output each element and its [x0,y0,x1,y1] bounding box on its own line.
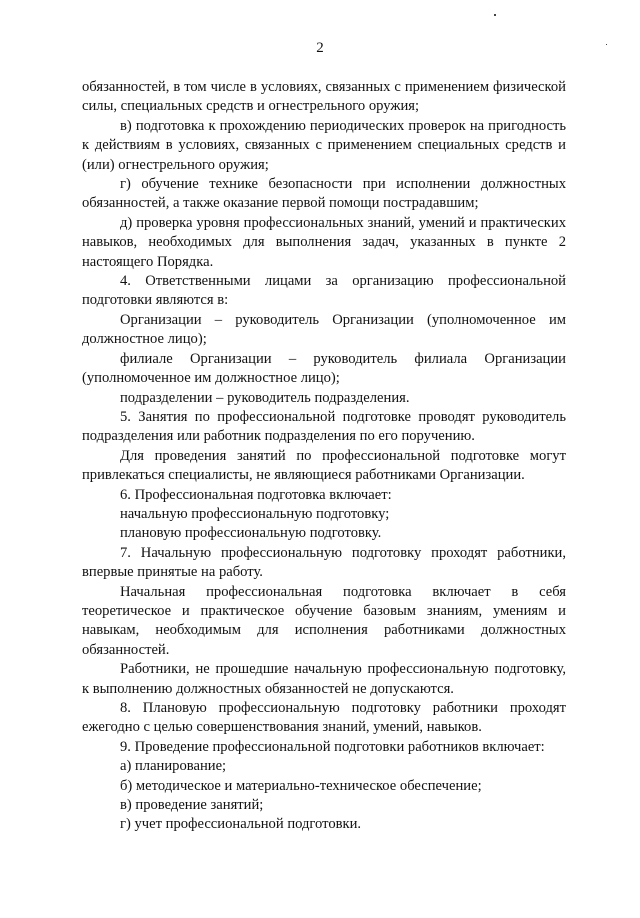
paragraph: д) проверка уровня профессиональных знаний, умений и практических навыков, необходимых для выполнения задач, указанных в пункте 2 настоящего Порядка. [82,214,566,270]
paragraph: Для проведения занятий по профессиональной подготовке могут привлекаться специалисты, не являющиеся работниками Организации. [82,447,566,484]
paragraph: начальную профессиональную подготовку; [120,505,390,522]
paragraph: Работники, не прошедшие начальную профессиональную подготовку, к выполнению должностных обязанностей не допускаются. [82,661,566,697]
paragraph: 9. Проведение профессиональной подготовки работников включает: [120,738,545,755]
paragraph: 7. Начальную профессиональную подготовку проходят работники, впервые принятые на работу. [82,544,566,581]
paragraph: в) проведение занятий; [120,797,264,814]
document-body [82,78,566,835]
page-number: 2 [316,40,324,56]
paragraph: г) учет профессиональной подготовки. [120,816,362,833]
paragraph: филиале Организации – руководитель филиала Организации (уполномоченное им должностное лицо); [82,350,566,387]
paragraph: в) подготовка к прохождению периодических проверок на пригодность к действиям в условиях, связанных с применением специальных средств и (или) огнестрельного оружия; [82,117,566,173]
paragraph: 8. Плановую профессиональную подготовку работники проходят ежегодно с целью совершенствования знаний, умений, навыков. [82,700,566,736]
paragraph: а) планирование; [120,758,227,775]
paragraph: плановую профессиональную подготовку. [120,525,382,542]
scan-speck [606,44,607,45]
scan-speck [494,14,496,16]
paragraph: подразделении – руководитель подразделения. [120,389,410,406]
paragraph: б) методическое и материально-техническое обеспечение; [120,777,482,794]
paragraph: 4. Ответственными лицами за организацию профессиональной подготовки являются в: [82,273,566,309]
paragraph: Организации – руководитель Организации (уполномоченное им должностное лицо); [82,311,566,348]
paragraph: 6. Профессиональная подготовка включает: [120,486,392,503]
paragraph: обязанностей, в том числе в условиях, связанных с применением физической силы, специальных средств и огнестрельного оружия; [82,79,566,115]
paragraph: Начальная профессиональная подготовка включает в себя теоретическое и практическое обучение базовым знаниям, умениям и навыкам, необходимым для исполнения работниками должностных обязанностей. [82,583,566,658]
paragraph: 5. Занятия по профессиональной подготовке проводят руководитель подразделения или работник подразделения по его поручению. [82,408,566,445]
paragraph: г) обучение технике безопасности при исполнении должностных обязанностей, а также оказание первой помощи пострадавшим; [82,176,566,212]
